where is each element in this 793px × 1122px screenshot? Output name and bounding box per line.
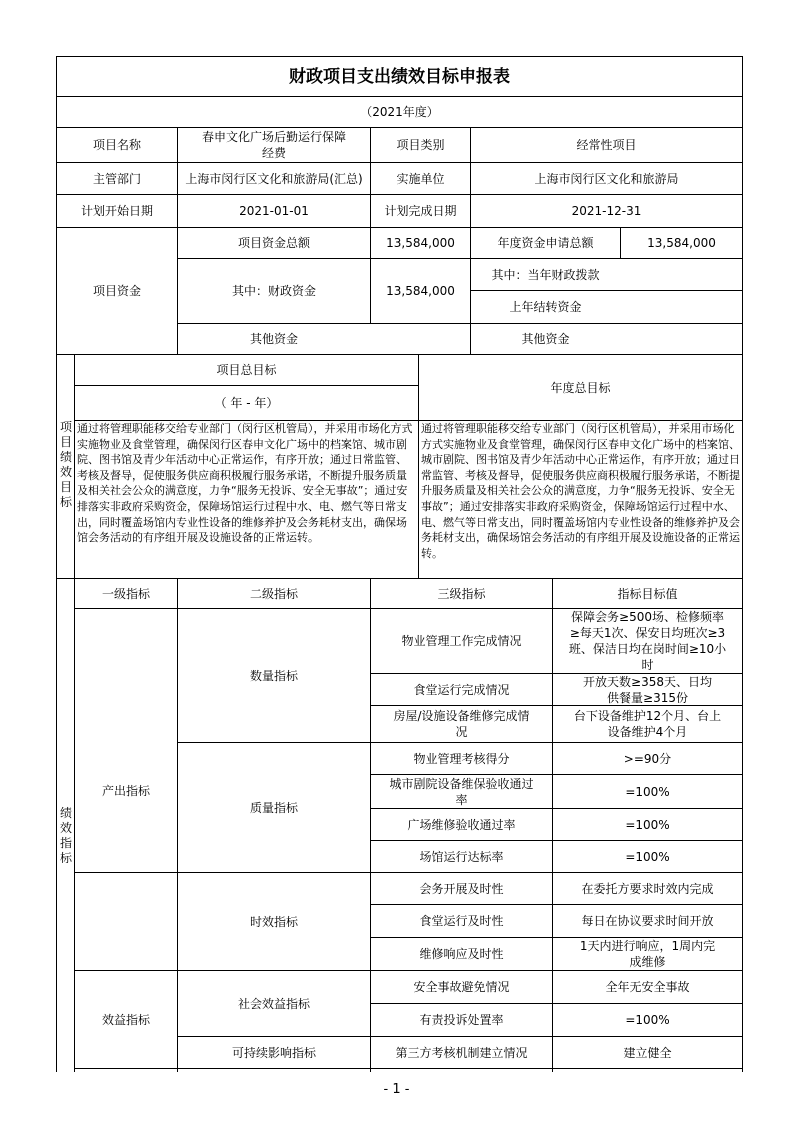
funds-label: 项目资金 bbox=[92, 284, 141, 298]
level3-name: 有责投诉处置率 bbox=[419, 1013, 504, 1027]
current-appropriation-label: 其中：当年财政拨款 bbox=[491, 267, 600, 282]
total-funds-value: 13,584,000 bbox=[386, 236, 455, 250]
level2-social: 社会效益指标 bbox=[237, 996, 310, 1011]
page-number: - 1 - bbox=[383, 1082, 410, 1097]
project-name-label: 项目名称 bbox=[92, 138, 141, 152]
level2-sustainability: 可持续影响指标 bbox=[231, 1045, 316, 1060]
header-level1: 一级指标 bbox=[101, 586, 150, 601]
level2-timeliness: 时效指标 bbox=[249, 914, 298, 929]
level3-name: 食堂运行完成情况 bbox=[413, 682, 510, 697]
project-category-label: 项目类别 bbox=[396, 138, 445, 152]
header-target: 指标目标值 bbox=[617, 586, 678, 601]
target-value: 在委托方要求时效内完成 bbox=[581, 881, 714, 896]
report-year: （2021年度） bbox=[360, 105, 439, 119]
level3-name: 物业管理工作完成情况 bbox=[401, 634, 522, 648]
target-value: 全年无安全事故 bbox=[605, 980, 690, 994]
level3-name: 城市剧院设备维保验收通过率 bbox=[389, 776, 534, 807]
impl-label: 实施单位 bbox=[396, 171, 445, 186]
target-value: =100% bbox=[625, 817, 670, 832]
goals-label: 项目绩效目标 bbox=[59, 420, 72, 509]
target-value: 建立健全 bbox=[623, 1045, 672, 1060]
header-level3: 三级指标 bbox=[437, 586, 486, 601]
dept-label: 主管部门 bbox=[92, 171, 141, 186]
level3-name: 物业管理考核得分 bbox=[413, 751, 510, 766]
fiscal-funds-label: 其中：财政资金 bbox=[231, 284, 316, 298]
start-date-value: 2021-01-01 bbox=[239, 204, 309, 218]
target-value: >=90分 bbox=[623, 751, 672, 766]
level3-name: 房屋/设施设备维修完成情况 bbox=[393, 709, 530, 739]
other-funds-label: 其他资金 bbox=[249, 332, 298, 346]
dept-value: 上海市闵行区文化和旅游局(汇总) bbox=[185, 171, 363, 186]
target-value: 保障会务≥500场、检修频率≥每天1次、保安日均班次≥3班、保洁日均在岗时间≥10小时 bbox=[568, 610, 727, 672]
impl-value: 上海市闵行区文化和旅游局 bbox=[534, 171, 679, 186]
target-value: 开放天数≥358天、日均供餐量≥315份 bbox=[583, 674, 712, 705]
target-value: =100% bbox=[625, 849, 670, 864]
target-value: 台下设备维护12个月、台上设备维护4个月 bbox=[573, 709, 722, 739]
overall-goal-text: 通过将管理职能移交给专业部门（闵行区机管局），并采用市场化方式实施物业及食堂管理，确保闵行区春申文化广场中的档案馆、城市剧院、图书馆及青少年活动中心正常运作，有序开放；通过日常监管、考核及督导，促使服务供应商积极履行服务承诺，不断提升服务质量及相关社会公众的满意度，力争“服务无投诉、安全无事故”；通过安排落实非政府采购资金，保障场馆运行过程中水、电、燃气等日常支出，同时覆盖场馆内专业性设备的维修养护及会务耗材支出，确保场馆会务活动的有序组开展及设施设备的正常运转。 bbox=[77, 422, 413, 545]
level1-benefit: 效益指标 bbox=[101, 1012, 150, 1027]
level3-name: 安全事故避免情况 bbox=[413, 980, 510, 994]
project-name-value: 春申文化广场后勤运行保障经费 bbox=[201, 130, 346, 160]
fiscal-funds-value: 13,584,000 bbox=[386, 284, 455, 298]
level2-quality: 质量指标 bbox=[249, 800, 298, 815]
start-date-label: 计划开始日期 bbox=[80, 204, 153, 218]
level3-name: 场馆运行达标率 bbox=[419, 849, 504, 864]
annual-goal-label: 年度总目标 bbox=[550, 380, 611, 395]
target-value: 每日在协议要求时间开放 bbox=[581, 914, 714, 928]
overall-goal-label: 项目总目标 bbox=[216, 363, 277, 377]
level2-quantity: 数量指标 bbox=[249, 668, 298, 683]
level3-name: 维修响应及时性 bbox=[419, 947, 504, 961]
annual-goal-text: 通过将管理职能移交给专业部门（闵行区机管局），并采用市场化方式实施物业及食堂管理，确保闵行区春申文化广场中的档案馆、城市剧院、图书馆及青少年活动中心正常运作，有序开放；通过日常监管、考核及督导，促使服务供应商积极履行服务承诺，不断提升服务质量及相关社会公众的满意度，力争“服务无投诉、安全无事故”；通过安排落实非政府采购资金，保障场馆运行过程中水、电、燃气等日常支出，同时覆盖场馆内专业性设备的维修养护及会务耗材支出，确保场馆会务活动的有序组开展及设施设备的正常运转。 bbox=[421, 422, 740, 560]
carryover-funds-label: 上年结转资金 bbox=[509, 300, 582, 314]
end-date-value: 2021-12-31 bbox=[571, 204, 642, 218]
end-date-label: 计划完成日期 bbox=[384, 204, 457, 218]
annual-funds-value: 13,584,000 bbox=[647, 236, 716, 250]
target-value: =100% bbox=[625, 784, 670, 799]
page-title: 财政项目支出绩效目标申报表 bbox=[289, 66, 510, 87]
target-value: =100% bbox=[625, 1013, 670, 1027]
level3-name: 第三方考核机制建立情况 bbox=[395, 1045, 528, 1060]
total-funds-label: 项目资金总额 bbox=[237, 236, 310, 250]
header-level2: 二级指标 bbox=[249, 586, 298, 601]
indicators-label: 绩效指标 bbox=[59, 806, 72, 865]
overall-goal-period: （ 年 - 年） bbox=[214, 396, 279, 410]
other-funds-label-annual: 其他资金 bbox=[521, 332, 570, 346]
level1-output: 产出指标 bbox=[101, 783, 150, 798]
level3-name: 食堂运行及时性 bbox=[419, 914, 504, 928]
project-category-value: 经常性项目 bbox=[576, 138, 637, 152]
level3-name: 广场维修验收通过率 bbox=[407, 817, 516, 832]
annual-funds-label: 年度资金申请总额 bbox=[497, 236, 594, 250]
level3-name: 会务开展及时性 bbox=[419, 881, 504, 896]
target-value: 1天内进行响应，1周内完成维修 bbox=[579, 939, 716, 969]
